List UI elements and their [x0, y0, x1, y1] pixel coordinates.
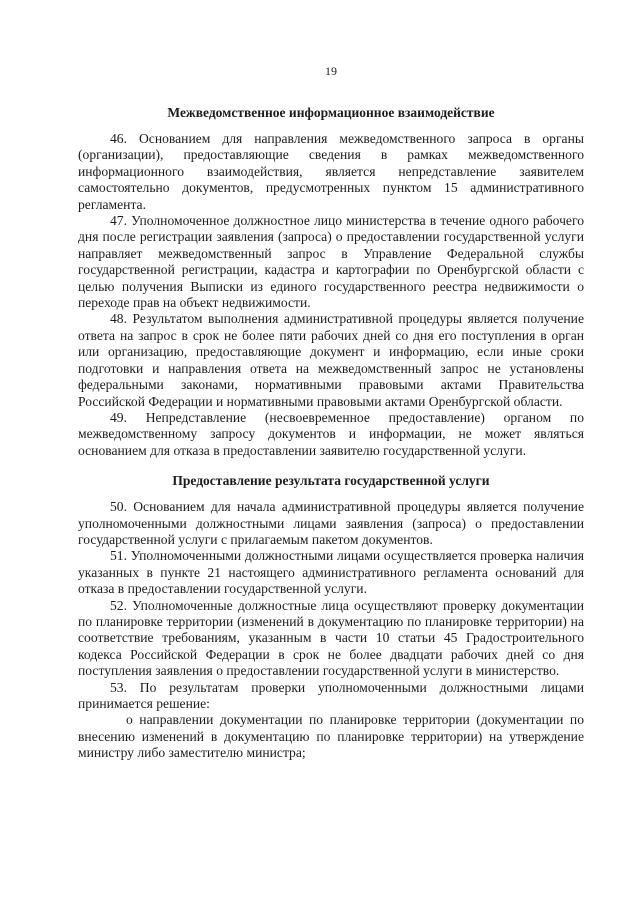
section-body-result [78, 499, 584, 762]
paragraph-47: 47. Уполномоченное должностное лицо министерства в течение одного рабочего дня после регистрации заявления (запроса) о предоставлении государственной услуги направляет межведомственный запрос в Управление Федеральной службы государственной регистрации, кадастра и картографии по Оренбургской области с целью получения Выписки из единого государственного реестра недвижимости о переходе прав на объект недвижимости. [78, 213, 584, 311]
section-title-interagency: Межведомственное информационное взаимодействие [167, 105, 495, 120]
section-title-result: Предоставление результата государственной услуги [172, 473, 490, 489]
paragraph-46: 46. Основанием для направления межведомственного запроса в органы (организации), предоставляющие сведения в рамках межведомственного информационного взаимодействия, является непредставление заявителем самостоятельно документов, предусмотренных пунктом 15 административного регламента. [78, 131, 584, 212]
page-number: 19 [325, 64, 337, 78]
paragraph-53: 53. По результатам проверки уполномоченными должностными лицами принимается решение: [78, 679, 584, 711]
paragraph-51: 51. Уполномоченными должностными лицами осуществляется проверка наличия указанных в пункте 21 настоящего административного регламента оснований для отказа в предоставлении государственной услуги. [78, 548, 584, 597]
paragraph-48: 48. Результатом выполнения административной процедуры является получение ответа на запрос в срок не более пяти рабочих дней со дня его поступления в орган или организацию, предоставляющие документ и информацию, если иные сроки подготовки и направления ответа на межведомственный запрос не установлены федеральными законами, нормативными правовыми актами Правительства Российской Федерации и нормативными правовыми актами Оренбургской области. [78, 311, 584, 409]
paragraph-49: 49. Непредставление (несвоевременное предоставление) органом по межведомственному запросу документов и информации, не может являться основанием для отказа в предоставлении заявителю государственной услуги. [78, 409, 584, 458]
paragraph-50: 50. Основанием для начала административной процедуры является получение уполномоченными должностными лицами заявления (запроса) о предоставлении государственной услуги с прилагаемым пакетом документов. [78, 499, 584, 547]
paragraph-52: 52. Уполномоченные должностные лица осуществляют проверку документации по планировке территории (изменений в документацию по планировке территории) на соответствие требованиям, указанным в части 10 статьи 45 Градостроительного кодекса Российской Федерации в срок не более двадцати рабочих дней со дня поступления заявления о предоставлении государственной услуги в министерство. [78, 597, 584, 679]
paragraph-53-decision: о направлении документации по планировке территории (документации по внесению изменений в документацию по планировке территории) на утверждение министру либо заместителю министра; [78, 712, 584, 761]
section-body-interagency [78, 131, 584, 459]
